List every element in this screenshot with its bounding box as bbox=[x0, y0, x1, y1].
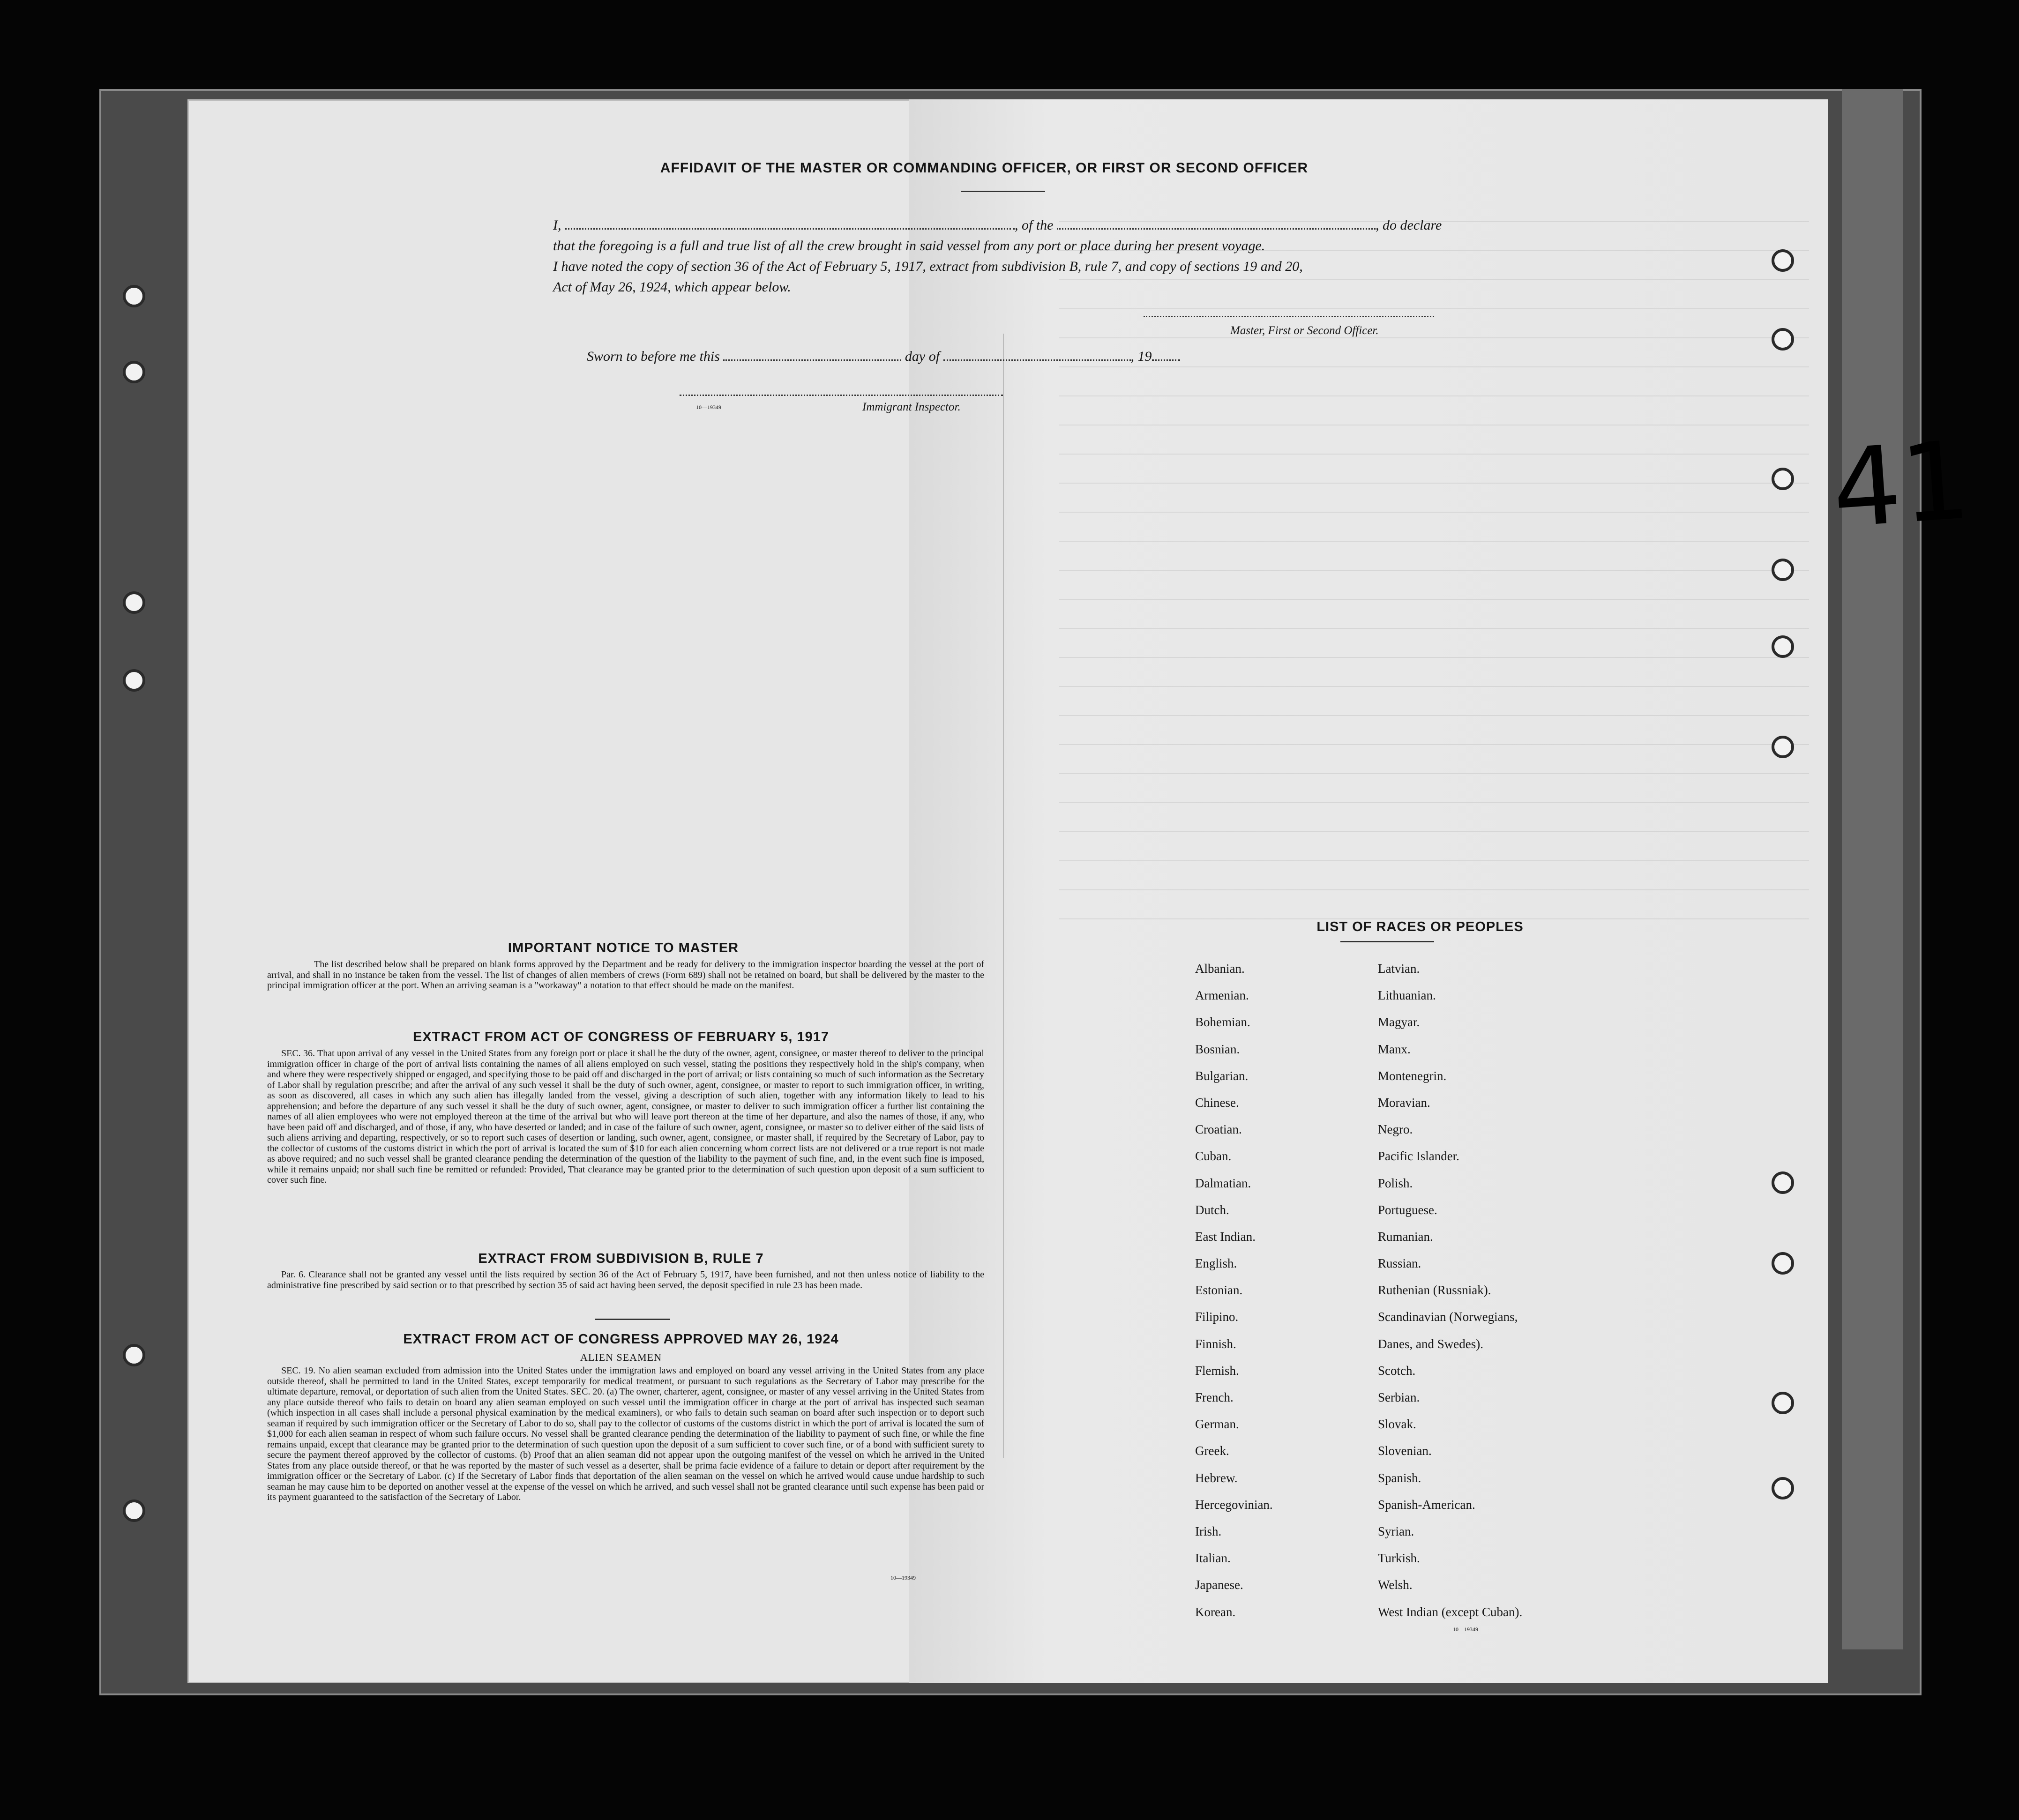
race-item: Bosnian. bbox=[1195, 1042, 1240, 1056]
race-item: Scandinavian (Norwegians, bbox=[1378, 1310, 1518, 1324]
race-item: Moravian. bbox=[1378, 1095, 1430, 1110]
sworn-label: Sworn to before me this bbox=[587, 349, 720, 364]
race-item: Dutch. bbox=[1195, 1202, 1229, 1217]
race-item: Flemish. bbox=[1195, 1363, 1239, 1378]
year-label: , 19 bbox=[1130, 349, 1152, 364]
race-item: Cuban. bbox=[1195, 1149, 1232, 1164]
race-item: Montenegrin. bbox=[1378, 1068, 1447, 1083]
race-item: Lithuanian. bbox=[1378, 988, 1436, 1003]
binder-hole bbox=[123, 1344, 145, 1366]
extract-1917-title: EXTRACT FROM ACT OF CONGRESS OF FEBRUARY 5, 1917 bbox=[412, 1029, 830, 1044]
binder-hole bbox=[1772, 1171, 1794, 1194]
sworn-line bbox=[587, 349, 1180, 365]
affidavit-line-3: I have noted the copy of section 36 of the Act of February 5, 1917, extract from subdivision B, rule 7, and copy of sections 19 and 20, bbox=[553, 259, 1303, 274]
binder-hole bbox=[1772, 249, 1794, 272]
binder-hole bbox=[1772, 468, 1794, 490]
notice-title: IMPORTANT NOTICE TO MASTER bbox=[508, 940, 739, 955]
title-rule bbox=[961, 191, 1045, 192]
race-item: Estonian. bbox=[1195, 1283, 1243, 1298]
extract-1924-text: SEC. 19. No alien seaman excluded from admission into the United States under the immigration laws and employed on board any vessel arriving in the United States from any place outside thereof, shall be permitted to land in the United States, except temporarily for medical treatment, or pursuant to such regulations as the Secretary of Labor may prescribe for the ultimate departure, removal, or deportation of such alien from the United States. SEC. 20. (a) The owner, charterer, agent, consignee, or master of any vessel arriving in the United States from any place outside thereof who fails to detain on board any alien seaman employed on such vessel until the immigration officer in charge at the port of arrival has inspected such seaman (which inspection in all cases shall include a personal physical examination by the medical examiners), or who fails to detain such seaman on board after such inspection or to deport such seaman if required by such immigration officer or the Secretary of Labor to do so, shall pay to the collector of customs of the customs district in which the port of arrival is located the sum of $1,000 for each alien seaman in respect of whom such failure occurs. No vessel shall be granted clearance pending the determination of the liability to payment of such fine, or while the fine remains unpaid, except that clearance may be granted prior to the determination of such question upon the deposit of a sum sufficient to cover such fine, or of a bond with sufficient surety to secure the payment thereof approved by the collector of customs. (b) Proof that an alien seaman did not appear upon the outgoing manifest of the vessel on which he arrived in the United States from any place outside thereof, or that he was reported by the master of such vessel as a deserter, shall be prima facie evidence of a failure to detain or deport after requirement by the immigration officer or the Secretary of Labor. (c) If the Secretary of Labor finds that deportation of the alien seaman on the vessel on which he arrived would cause undue hardship to such seaman he may cause him to be deported on another vessel at the expense of the vessel on which he arrived, and such vessel shall not be granted clearance until such expense has been paid or its payment guaranteed to the satisfaction of the Secretary of Labor. bbox=[267, 1365, 984, 1502]
master-signature-label: Master, First or Second Officer. bbox=[1230, 324, 1379, 337]
day-of-label: day of bbox=[905, 349, 940, 364]
binder-hole bbox=[123, 361, 145, 383]
vessel-field[interactable] bbox=[1057, 228, 1376, 230]
races-left-column bbox=[1195, 962, 1273, 1632]
affidavit-title: AFFIDAVIT OF THE MASTER OR COMMANDING OFFICER, OR FIRST OR SECOND OFFICER bbox=[660, 160, 1309, 176]
sworn-year-field[interactable] bbox=[1152, 359, 1180, 361]
binder-hole bbox=[123, 285, 145, 307]
page-fold bbox=[1003, 334, 1004, 1458]
binder-hole bbox=[1772, 559, 1794, 581]
bleed-through bbox=[1059, 193, 1809, 943]
rule7-text: Par. 6. Clearance shall not be granted any vessel until the lists required by section 36 of the Act of February 5, 1917, have been furnished, and not then unless notice of liability to the administrative fine prescribed by said section or to that prescribed by section 35 of said act having been served, the deposit specified in rule 23 has been made. bbox=[267, 1269, 984, 1290]
races-rule bbox=[1340, 941, 1434, 942]
race-item: Finnish. bbox=[1195, 1336, 1236, 1351]
race-item: Spanish. bbox=[1378, 1470, 1421, 1485]
extract-1924-title: EXTRACT FROM ACT OF CONGRESS APPROVED MAY 26, 1924 bbox=[403, 1332, 839, 1347]
race-item: Bohemian. bbox=[1195, 1015, 1250, 1029]
race-item: Rumanian. bbox=[1378, 1229, 1433, 1244]
extract-1917-text: SEC. 36. That upon arrival of any vessel in the United States from any foreign port or place it shall be the duty of the owner, agent, consignee, or master thereof to deliver to the principal immigration officer in charge of the port of arrival lists containing the names of all aliens employed on such vessel, stating the positions they respectively hold in the ship's company, when and where they were respectively shipped or engaged, and specifying those to be paid off and discharged in the port of arrival; or lists containing so much of such information as the Secretary of Labor shall by regulation prescribe; and after the arrival of any such vessel it shall be the duty of such owner, agent, consignee, or master to report to such immigration officer, in writing, as soon as discovered, all cases in which any such alien has illegally landed from the vessel, giving a description of such alien, together with any information likely to lead to his apprehension; and before the departure of any such vessel it shall be the duty of such owner, agent, consignee, or master to deliver to such immigration officer a further list containing the names of all alien employees who were not employed thereon at the time of the arrival but who will leave port thereon at the time of her departure, and also the names of those, if any, who have been paid off and discharged, and of those, if any, who have deserted or landed; and in case of the failure of such owner, agent, consignee, or master so to deliver either of the said lists of such aliens arriving and departing, respectively, or so to report such cases of desertion or landing, such owner, agent, consignee, or master shall, if required by the Secretary of Labor, pay to the collector of customs of the customs district in which the port of arrival is located the sum of $10 for each alien concerning whom correct lists are not delivered or a true report is not made as above required; and no such vessel shall be granted clearance pending the determination of the question of the liability to the payment of such fine, and, in the event such fine is imposed, while it remains unpaid; nor shall such fine be remitted or refunded: Provided, That clearance may be granted prior to the determination of such question upon deposit of a sum sufficient to cover such fine. bbox=[267, 1048, 984, 1185]
race-item: Albanian. bbox=[1195, 962, 1245, 976]
race-item: East Indian. bbox=[1195, 1229, 1256, 1244]
master-signature-line[interactable] bbox=[1144, 316, 1434, 317]
race-item: Spanish-American. bbox=[1378, 1497, 1475, 1512]
affidavit-line-2: that the foregoing is a full and true list of all the crew brought in said vessel from any port or place during her present voyage. bbox=[553, 238, 1265, 254]
do-declare-label: , do declare bbox=[1376, 217, 1442, 233]
race-item: Croatian. bbox=[1195, 1122, 1242, 1137]
race-item: English. bbox=[1195, 1256, 1237, 1271]
of-the-label: , of the bbox=[1015, 217, 1054, 233]
document-page bbox=[187, 99, 1974, 1683]
rule7-title: EXTRACT FROM SUBDIVISION B, RULE 7 bbox=[478, 1251, 764, 1266]
binder-hole bbox=[1772, 1252, 1794, 1275]
race-item: Chinese. bbox=[1195, 1095, 1239, 1110]
race-item: Latvian. bbox=[1378, 962, 1420, 976]
inspector-signature-line[interactable] bbox=[680, 395, 1003, 396]
race-item: Manx. bbox=[1378, 1042, 1411, 1056]
race-item: Ruthenian (Russniak). bbox=[1378, 1283, 1491, 1298]
sworn-day-field[interactable] bbox=[723, 359, 901, 361]
race-item: Welsh. bbox=[1378, 1578, 1413, 1592]
race-item: Dalmatian. bbox=[1195, 1176, 1251, 1190]
races-title: LIST OF RACES OR PEOPLES bbox=[1316, 919, 1524, 934]
race-item: Greek. bbox=[1195, 1444, 1229, 1458]
race-item: Syrian. bbox=[1378, 1524, 1414, 1538]
race-item: Turkish. bbox=[1378, 1551, 1420, 1566]
race-item: West Indian (except Cuban). bbox=[1378, 1604, 1523, 1619]
race-item: Danes, and Swedes). bbox=[1378, 1336, 1483, 1351]
race-item: Filipino. bbox=[1195, 1310, 1239, 1324]
race-item: Japanese. bbox=[1195, 1578, 1243, 1592]
alien-seamen-subtitle: ALIEN SEAMEN bbox=[580, 1351, 662, 1363]
binder-hole bbox=[1772, 1392, 1794, 1414]
form-number-races: 10—19349 bbox=[1453, 1626, 1478, 1633]
affidavit-line-1 bbox=[553, 217, 1640, 233]
race-item: Scotch. bbox=[1378, 1363, 1416, 1378]
binder-hole bbox=[1772, 1477, 1794, 1499]
race-item: Bulgarian. bbox=[1195, 1068, 1249, 1083]
handwritten-page-number: 41 bbox=[1828, 418, 1974, 552]
race-item: Irish. bbox=[1195, 1524, 1222, 1538]
race-item: Slovak. bbox=[1378, 1417, 1416, 1432]
race-item: Russian. bbox=[1378, 1256, 1421, 1271]
races-right-column bbox=[1378, 962, 1522, 1632]
race-item: French. bbox=[1195, 1390, 1234, 1404]
binder-edge bbox=[1842, 89, 1903, 1649]
race-item: Magyar. bbox=[1378, 1015, 1420, 1029]
i-label: I, bbox=[553, 217, 561, 233]
race-item: Hercegovinian. bbox=[1195, 1497, 1273, 1512]
sworn-month-field[interactable] bbox=[943, 359, 1131, 361]
race-item: Polish. bbox=[1378, 1176, 1413, 1190]
race-item: Italian. bbox=[1195, 1551, 1231, 1566]
binder-hole bbox=[1772, 328, 1794, 351]
binder-hole bbox=[1772, 736, 1794, 758]
race-item: Pacific Islander. bbox=[1378, 1149, 1459, 1164]
notice-text: The list described below shall be prepared on blank forms approved by the Department and be ready for delivery to the immigration inspector boarding the vessel at the port of arrival, and shall in no instance be taken from the vessel. The list of changes of alien members of crews (Form 689) shall not be retained on board, but shall be delivered by the master to the principal immigration officer at the port. When an arriving seaman is a "workaway" a notation to that effect should be made on the manifest. bbox=[267, 959, 984, 991]
affidavit-line-4: Act of May 26, 1924, which appear below. bbox=[553, 279, 791, 295]
binder-hole bbox=[1772, 635, 1794, 658]
race-item: German. bbox=[1195, 1417, 1239, 1432]
race-item: Negro. bbox=[1378, 1122, 1413, 1137]
name-field[interactable] bbox=[565, 228, 1015, 230]
binder-hole bbox=[123, 1499, 145, 1522]
race-item: Hebrew. bbox=[1195, 1470, 1238, 1485]
binder-hole bbox=[123, 591, 145, 614]
form-number-top: 10—19349 bbox=[696, 404, 721, 410]
inspector-label: Immigrant Inspector. bbox=[862, 401, 961, 413]
race-item: Portuguese. bbox=[1378, 1202, 1437, 1217]
race-item: Slovenian. bbox=[1378, 1444, 1432, 1458]
form-number-bottom: 10—19349 bbox=[890, 1574, 916, 1581]
binder-hole bbox=[123, 669, 145, 692]
race-item: Serbian. bbox=[1378, 1390, 1420, 1404]
divider-rule bbox=[595, 1319, 670, 1320]
race-item: Korean. bbox=[1195, 1604, 1236, 1619]
race-item: Armenian. bbox=[1195, 988, 1249, 1003]
